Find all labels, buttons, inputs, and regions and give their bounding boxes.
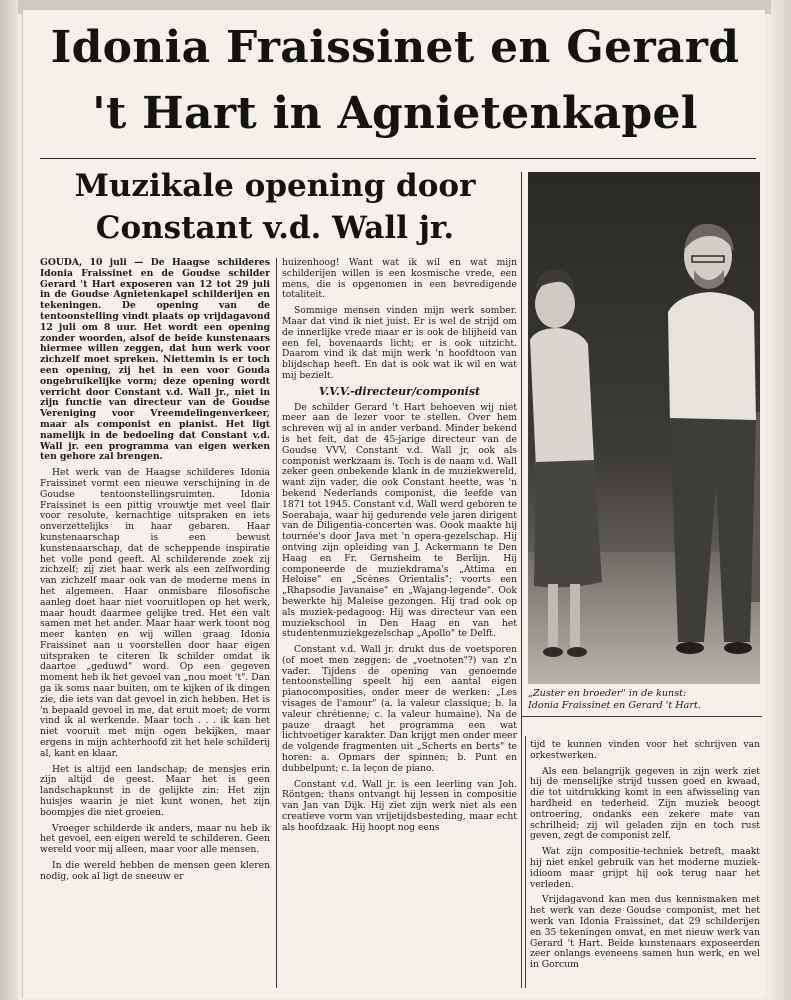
paragraph: Als een belangrijk gegeven in zijn werk ziet hij de menselijke strijd tussen goed en kwaad, die tot uitdrukking komt in een afwisseling van hardheid en tederheid. Zijn muziek beoogt ontroering, ondanks een zekere mate van schrilheid; zij wil geladen zijn en toch rust geven, zegt de componist zelf. (530, 765, 760, 842)
headline-line-2: 't Hart in Agnietenkapel (92, 88, 698, 139)
paragraph: In die wereld hebben de mensen geen kleren nodig, ook al ligt de sneeuw er (40, 860, 270, 882)
scan-left-edge (0, 0, 18, 1000)
photo-caption (528, 688, 763, 712)
paragraph: Het is altijd een landschap; de mensjes erin zijn altijd de geest. Maar het is geen landschapkunst in de gelijkte zin: Het zijn huisjes waarin je niet kunt wonen, het zijn boompjes die niet groeien. (40, 763, 270, 818)
column-divider (521, 172, 522, 988)
paragraph: Wat zijn compositie-techniek betreft, maakt hij niet enkel gebruik van het moderne muziek-idioom maar grijpt hij ook terug naar het verleden. (530, 846, 760, 890)
paragraph: Vrijdagavond kan men dus kennismaken met het werk van deze Goudse componist, met het werk van Idonia Fraissinet, dat 29 schilderijen en 35 tekeningen omvat, en met nieuw werk van Gerard 't Hart. Beide kunstenaars exposeerden zeer onlangs eveneens samen hun werk, en wel in Gorcum (530, 894, 760, 971)
paragraph: Sommige mensen vinden mijn werk somber. Maar dat vind ik niet juist. Er is wel de strijd om de innerlijke vrede maar er is ook de blijheid van een fel, bovenaards licht; er is ook uitzicht. Daarom vind ik dat mijn werk 'n hoofdtoon van blijdschap heeft. En dat is ook wat ik wil en wat mij bezielt. (282, 305, 517, 381)
column-divider (276, 258, 277, 988)
section-subheading: V.V.V.-directeur/componist (318, 384, 481, 398)
paragraph: GOUDA, 10 juli — De Haagse schilderes Idonia Fraissinet en de Goudse schilder Gerard 't Hart exposeren van 12 tot 29 juli in de Goudse Agnietenkapel schilderijen en tekeningen. De opening van de tentoonstelling vindt plaats op vrijdagavond 12 juli om 8 uur. Het wordt een opening zonder woorden, alsof de beide kunstenaars hiermee willen zeggen, dat hun werk voor zichzelf moet spreken. Niettemin is er toch een opening, zij het in een voor Gouda ongebruikelijke vorm; deze opening wordt verricht door Constant v.d. Wall jr., niet in zijn functie van directeur van de Goudse Vereniging voor Vreemdelingenverkeer, maar als componist en pianist. Het ligt namelijk in de bedoeling dat Constant v.d. Wall jr. een programma van eigen werken ten gehore zal brengen. (40, 258, 270, 463)
article-column-2 (282, 258, 517, 988)
headline-rule (40, 158, 756, 159)
paragraph: huizenhoog! Want wat ik wil en wat mijn schilderijen willen is een kosmische vrede, een mens, die is opgenomen in een bevredigende totaliteit. (282, 258, 517, 301)
caption-line-1: „Zuster en broeder" in de kunst: (528, 688, 687, 699)
headline-line-1: Idonia Fraissinet en Gerard (50, 22, 740, 73)
article-column-1 (40, 258, 270, 988)
paragraph: Constant v.d. Wall jr. drukt dus de voetsporen (of moet men zeggen: de „voetnoten"?) van z'n vader. Tijdens de opening van genoemde tentoonstelling speelt hij een aantal eigen pianocomposities, onder meer de werken: „Les visages de l'amour" (a. la valeur classique; b. la valeur chrétienne; c. la valeur humaine). Na de pauze draagt het programma een wat lichtvoetiger karakter. Dan krijgt men onder meer de volgende fragmenten uit „Scherts en berts" te horen: a. Opmars der spinnen; b. Punt en dubbelpunt; c. la leçon de piano. (282, 644, 517, 774)
scan-right-edge (771, 0, 791, 1000)
paragraph: Constant v.d. Wall jr. is een leerling van Joh. Röntgen; thans ontvangt hij lessen in compositie van Jan van Dijk. Hij ziet zijn werk niet als een creatieve vorm van vrijetijdsbesteding, maar echt als hoofdzaak. Hij hoopt nog eens (282, 778, 517, 833)
caption-line-2: Idonia Fraissinet en Gerard 't Hart. (528, 700, 701, 711)
photo-artists (528, 172, 760, 684)
caption-rule (522, 716, 762, 717)
article-column-3 (530, 740, 760, 988)
paragraph: Het werk van de Haagse schilderes Idonia Fraissinet vormt een nieuwe verschijning in de Goudse tentoonstellingsruimten. Idonia Fraissinet is een pittig vrouwtje met veel flair voor resolute, kernachtige uitspraken en iets onverzettelijks in haar gebaren. Haar kunstenaarschap is een bewust kunstenaarschap, dat de scheppende inspiratie het volle pond geeft. Al schilderende zoek zij zichzelf; zij ziet haar werk als een zelfwording van zichzelf maar ook van de moderne mens in het algemeen. Haar onmisbare filosofische aanleg doet haar niet vooruitlopen op het werk, maar houdt daarmee gelijke tred. Het een valt samen met het ander. Maar haar werk toont nog meer kanten en wij willen graag Idonia Fraissinet aan u voorstellen door haar eigen uitspraken te citeren Ik schilder omdat ik daartoe „geduwd" word. Op een gegeven moment heb ik het gevoel van „nou moet 't". Dan ga ik soms naar buiten, om te kijken of ik dingen zie, die iets van dat gevoel in zich hebben. Het is 'n bepaald gevoel in me, dat eruit moet; de vorm vind ik al werkende. Maar toch . . . ik kan het niet vooruit met mijn ogen bekijken, maar ergens in mijn achterhoofd zit het hele schilderij al, kant en klaar. (40, 467, 270, 759)
column-divider (525, 736, 526, 988)
photo-image (528, 172, 760, 684)
subheadline-line-2: Constant v.d. Wall jr. (95, 210, 455, 246)
paragraph: Vroeger schilderde ik anders, maar nu heb ik het gevoel, een eigen wereld te schilderen. Geen wereld voor mij alleen, maar voor alle mensen. (40, 822, 270, 856)
paragraph: De schilder Gerard 't Hart behoeven wij niet meer aan de lezer voor te stellen. Over hem schreven wij al in ander verband. Minder bekend is het feit, dat de 45-jarige directeur van de Goudse VVV, Constant v.d. Wall jr, ook als componist werkzaam is. Toch is de naam v.d. Wall zeker geen onbekende klank in de muziekwereld, want zijn vader, die ook Constant heette, was 'n bekend Nederlands componist, die leefde van 1871 tot 1945. Constant v.d. Wall werd geboren te Soerabaja, waar hij gedurende vele jaren dirigent van de Diligentia-concerten was. Oook maakte hij tournée's door Java met 'n opera-gezelschap. Hij ontving zijn opleiding van J. Ackermann te Den Haag en Fr. Gernsheim te Berlijn. Hij componeerde de muziekdrama's „Attima en Heloise" en „Scènes Orientalis"; voorts een „Rhapsodie Javanaise" en „Wajang-legende". Ook bewerkte hij Maleise gezongen. Hij trad ook op als muziek-pedagoog: Hij was directeur van een muziekschool in Den Haag en van het studentenmuziekgezelschap „Apollo" te Delft. (282, 401, 517, 640)
subheadline-line-1: Muzikale opening door (74, 168, 476, 204)
paragraph: tijd te kunnen vinden voor het schrijven van orkestwerken. (530, 740, 760, 761)
